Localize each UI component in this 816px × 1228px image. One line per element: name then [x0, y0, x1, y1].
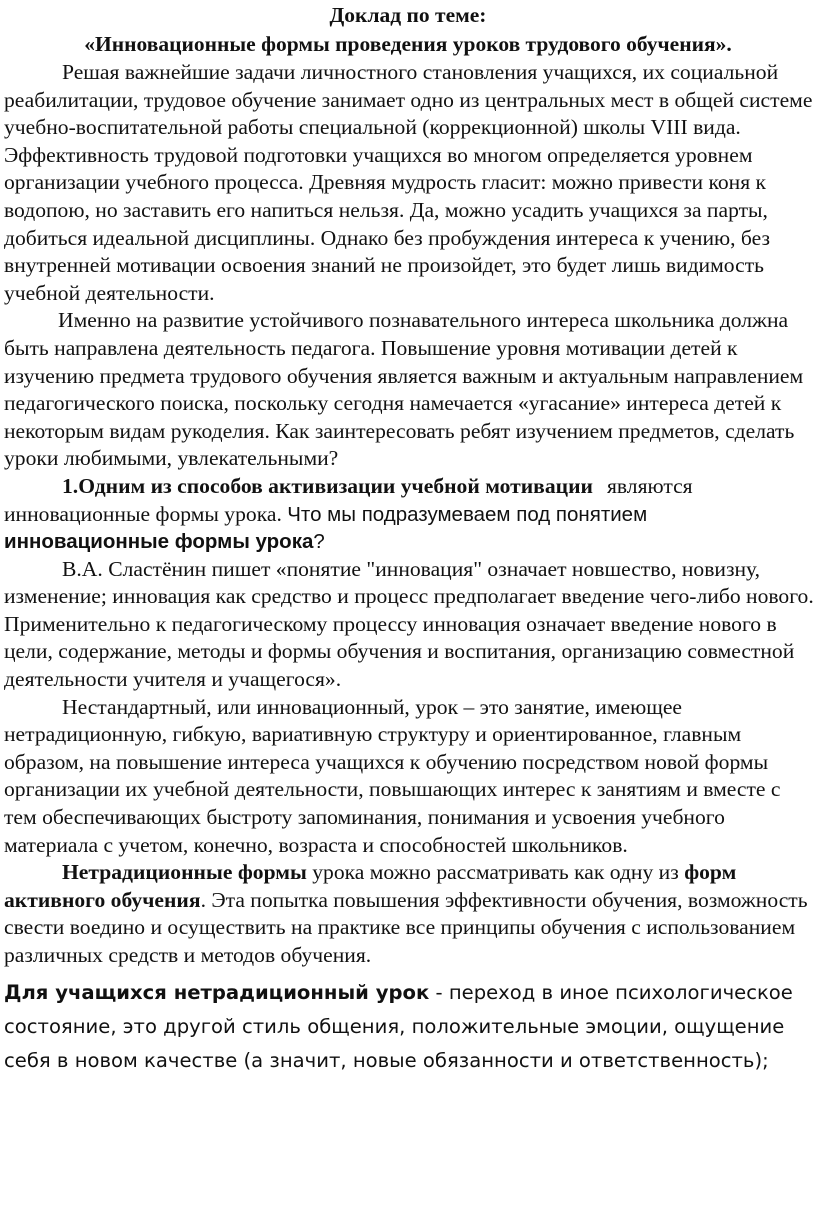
- paragraph-active-learning: [4, 859, 816, 969]
- bold-term-nontraditional: Нетрадиционные формы: [62, 860, 307, 885]
- paragraph-nonstandard-lesson: Нестандартный, или инновационный, урок – это занятие, имеющее нетрадиционную, гибкую, вариативную структуру и ориентированное, главным образом, на повышение интереса учащихся к обучению посредством новой формы организации их учебной деятельности, повышающих интерес к занятиям и вместе с тем обеспечивающих быстроту запоминания, понимания и усвоения учебного материала с учетом, конечно, возраста и способностей школьников.: [4, 694, 781, 857]
- bold-term-for-students: Для учащихся нетрадиционный урок: [4, 980, 430, 1004]
- question-bold-term: инновационные формы урока: [4, 530, 314, 554]
- text-fragment: являются инновационные формы урока.: [4, 473, 693, 526]
- paragraph-intro: Решая важнейшие задачи личностного становления учащихся, их социальной реабилитации, трудовое обучение занимает одно из центральных мест в общей системе учебно-воспитательной работы специальной (коррекционной) школы VIII вида. Эффективность трудовой подготовки учащихся во многом определяется уровнем организации учебного процесса. Древняя мудрость гласит: можно привести коня к водопою, но заставить его напиться нельзя. Да, можно усадить учащихся за парты, добиться идеальной дисциплины. Однако без пробуждения интереса к учению, без внутренней мотивации освоения знаний не произойдет, это будет лишь видимость учебной деятельности.: [4, 60, 813, 305]
- paragraph-slastenin-quote: В.А. Сластёнин пишет «понятие "инновация" означает новшество, новизну, изменение; инновация как средство и процесс предполагает введение чего-либо нового. Применительно к педагогическому процессу инновация означает введение нового в цели, содержание, методы и формы обучения и воспитания, организацию совместной деятельности учителя и учащегося».: [4, 556, 814, 692]
- paragraph-motivation: Именно на развитие устойчивого познавательного интереса школьника должна быть направлена деятельность педагога. Повышение уровня мотивации детей к изучению предмета трудового обучения является важным и актуальным направлением педагогического поиска, поскольку сегодня намечается «угасание» интереса детей к некоторым видам рукоделия. Как заинтересовать ребят изучением предметов, сделать уроки любимыми, увлекательными?: [4, 308, 804, 471]
- text-fragment: урока можно рассматривать как одну из: [312, 860, 679, 885]
- text-fragment: . Эта попытка повышения эффективности обучения, возможность свести воедино и осуществить на практике все принципы обучения с использованием различных средств и методов обучения.: [4, 887, 808, 967]
- question-text: Что мы подразумеваем под понятием: [287, 502, 648, 526]
- bold-lead: 1.Одним из способов активизации учебной мотивации: [62, 473, 593, 498]
- paragraph-innovative-forms: [4, 473, 816, 556]
- paragraph-for-students: [4, 976, 816, 1078]
- bold-term-active-learning: форм активного обучения: [4, 860, 737, 912]
- report-heading: Доклад по теме:: [329, 3, 487, 27]
- report-topic: «Инновационные формы проведения уроков трудового обучения».: [84, 32, 732, 56]
- question-mark: ?: [313, 530, 325, 554]
- text-fragment: - переход в иное психологическое состояние, это другой стиль общения, положительные эмоции, ощущение себя в новом качестве (а значит, новые обязанности и ответственность);: [4, 980, 793, 1072]
